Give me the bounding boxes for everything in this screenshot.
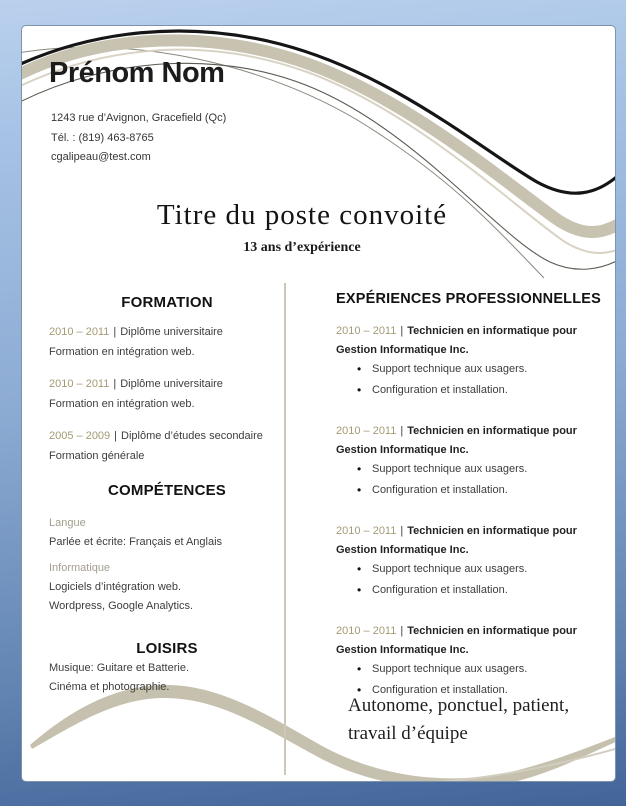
experience-dates: 2010 – 2011 [336,625,397,637]
education-title: Diplôme universitaire [120,326,223,338]
experience-bullet [336,360,612,381]
experience-dates: 2010 – 2011 [336,525,397,537]
bullet-icon [357,481,372,502]
skill-group-langue [49,514,285,552]
skill-group-informatique [49,559,285,616]
experience-subtitle: 13 ans d’expérience [243,240,361,255]
separator: | [113,378,117,390]
bullet-icon [357,660,372,681]
experience-title-line [336,322,612,341]
contact-email: cgalipeau@test.com [51,151,151,163]
education-title: Diplôme universitaire [120,378,223,390]
separator: | [400,625,404,637]
experience-company: Gestion Informatique Inc. [336,644,469,656]
education-detail: Formation en intégration web. [49,346,195,358]
separator: | [114,430,118,442]
experience-bullet [336,581,612,602]
experience-title-line [336,622,612,641]
section-header-formation: FORMATION [121,294,213,311]
skill-group-label: Informatique [49,562,111,574]
skill-line: Wordpress, Google Analytics. [49,600,194,612]
education-dates: 2010 – 2011 [49,326,110,338]
education-title-line [49,322,285,342]
skill-line: Parlée et écrite: Français et Anglais [49,536,223,548]
experience-entry [336,522,612,601]
closing-line: travail d’équipe [348,723,468,744]
experience-entry [336,422,612,501]
bullet-icon [357,360,372,381]
loisir-line: Musique: Guitare et Batterie. [49,662,190,674]
experience-bullet [336,660,612,681]
bullet-icon [357,381,372,402]
left-column [49,294,285,697]
separator: | [400,325,404,337]
education-dates: 2010 – 2011 [49,378,110,390]
experience-title-line [336,422,612,441]
education-title: Diplôme d’études secondaire [121,430,263,442]
bullet-text: Configuration et installation. [372,583,508,596]
education-title-line [49,426,285,446]
bullet-text: Support technique aux usagers. [372,663,528,675]
experience-bullet [336,381,612,402]
resume-page [21,25,616,782]
education-entry [49,322,285,362]
education-entry [49,426,285,466]
contact-block [51,109,226,168]
job-title: Titre du poste convoité [156,199,448,231]
bullet-text: Support technique aux usagers. [372,463,528,475]
bullet-icon [357,581,372,602]
experience-role: Technicien en informatique pour [407,325,577,337]
education-detail: Formation en intégration web. [49,398,195,410]
contact-phone: Tél. : (819) 463-8765 [51,131,154,144]
candidate-name: Prénom Nom [49,57,225,89]
loisir-line: Cinéma et photographie. [49,681,170,693]
bullet-text: Configuration et installation. [372,483,508,496]
experience-company: Gestion Informatique Inc. [336,544,469,556]
experience-bullet [336,481,612,502]
experience-company: Gestion Informatique Inc. [336,444,469,456]
bullet-text: Configuration et installation. [372,383,508,396]
loisirs-block [49,659,285,697]
education-title-line [49,374,285,394]
experience-role: Technicien en informatique pour [407,625,577,637]
experience-bullet [336,560,612,581]
experience-role: Technicien en informatique pour [407,525,577,537]
skill-group-label: Langue [49,517,86,529]
bullet-text: Support technique aux usagers. [372,563,528,575]
section-header-experiences: EXPÉRIENCES PROFESSIONNELLES [336,291,602,307]
skill-line: Logiciels d’intégration web. [49,581,182,593]
closing-line: Autonome, ponctuel, patient, [348,695,570,716]
experience-entry [336,322,612,401]
separator: | [400,525,404,537]
closing-statement [348,692,614,748]
bullet-icon [357,560,372,581]
bullet-text: Configuration et installation. [372,683,508,696]
contact-address: 1243 rue d’Avignon, Gracefield (Qc) [51,112,227,124]
separator: | [113,326,117,338]
section-header-loisirs: LOISIRS [136,640,198,657]
experience-entry [336,622,612,701]
section-header-competences: COMPÉTENCES [107,482,227,499]
experience-bullet [336,460,612,481]
experience-dates: 2010 – 2011 [336,425,397,437]
right-column [336,291,612,722]
education-detail: Formation générale [49,450,145,462]
bullet-text: Support technique aux usagers. [372,363,528,375]
education-dates: 2005 – 2009 [49,430,111,442]
experience-title-line [336,522,612,541]
experience-dates: 2010 – 2011 [336,325,397,337]
experience-company: Gestion Informatique Inc. [336,344,469,356]
experience-role: Technicien en informatique pour [407,425,577,437]
bullet-icon [357,460,372,481]
separator: | [400,425,404,437]
education-entry [49,374,285,414]
